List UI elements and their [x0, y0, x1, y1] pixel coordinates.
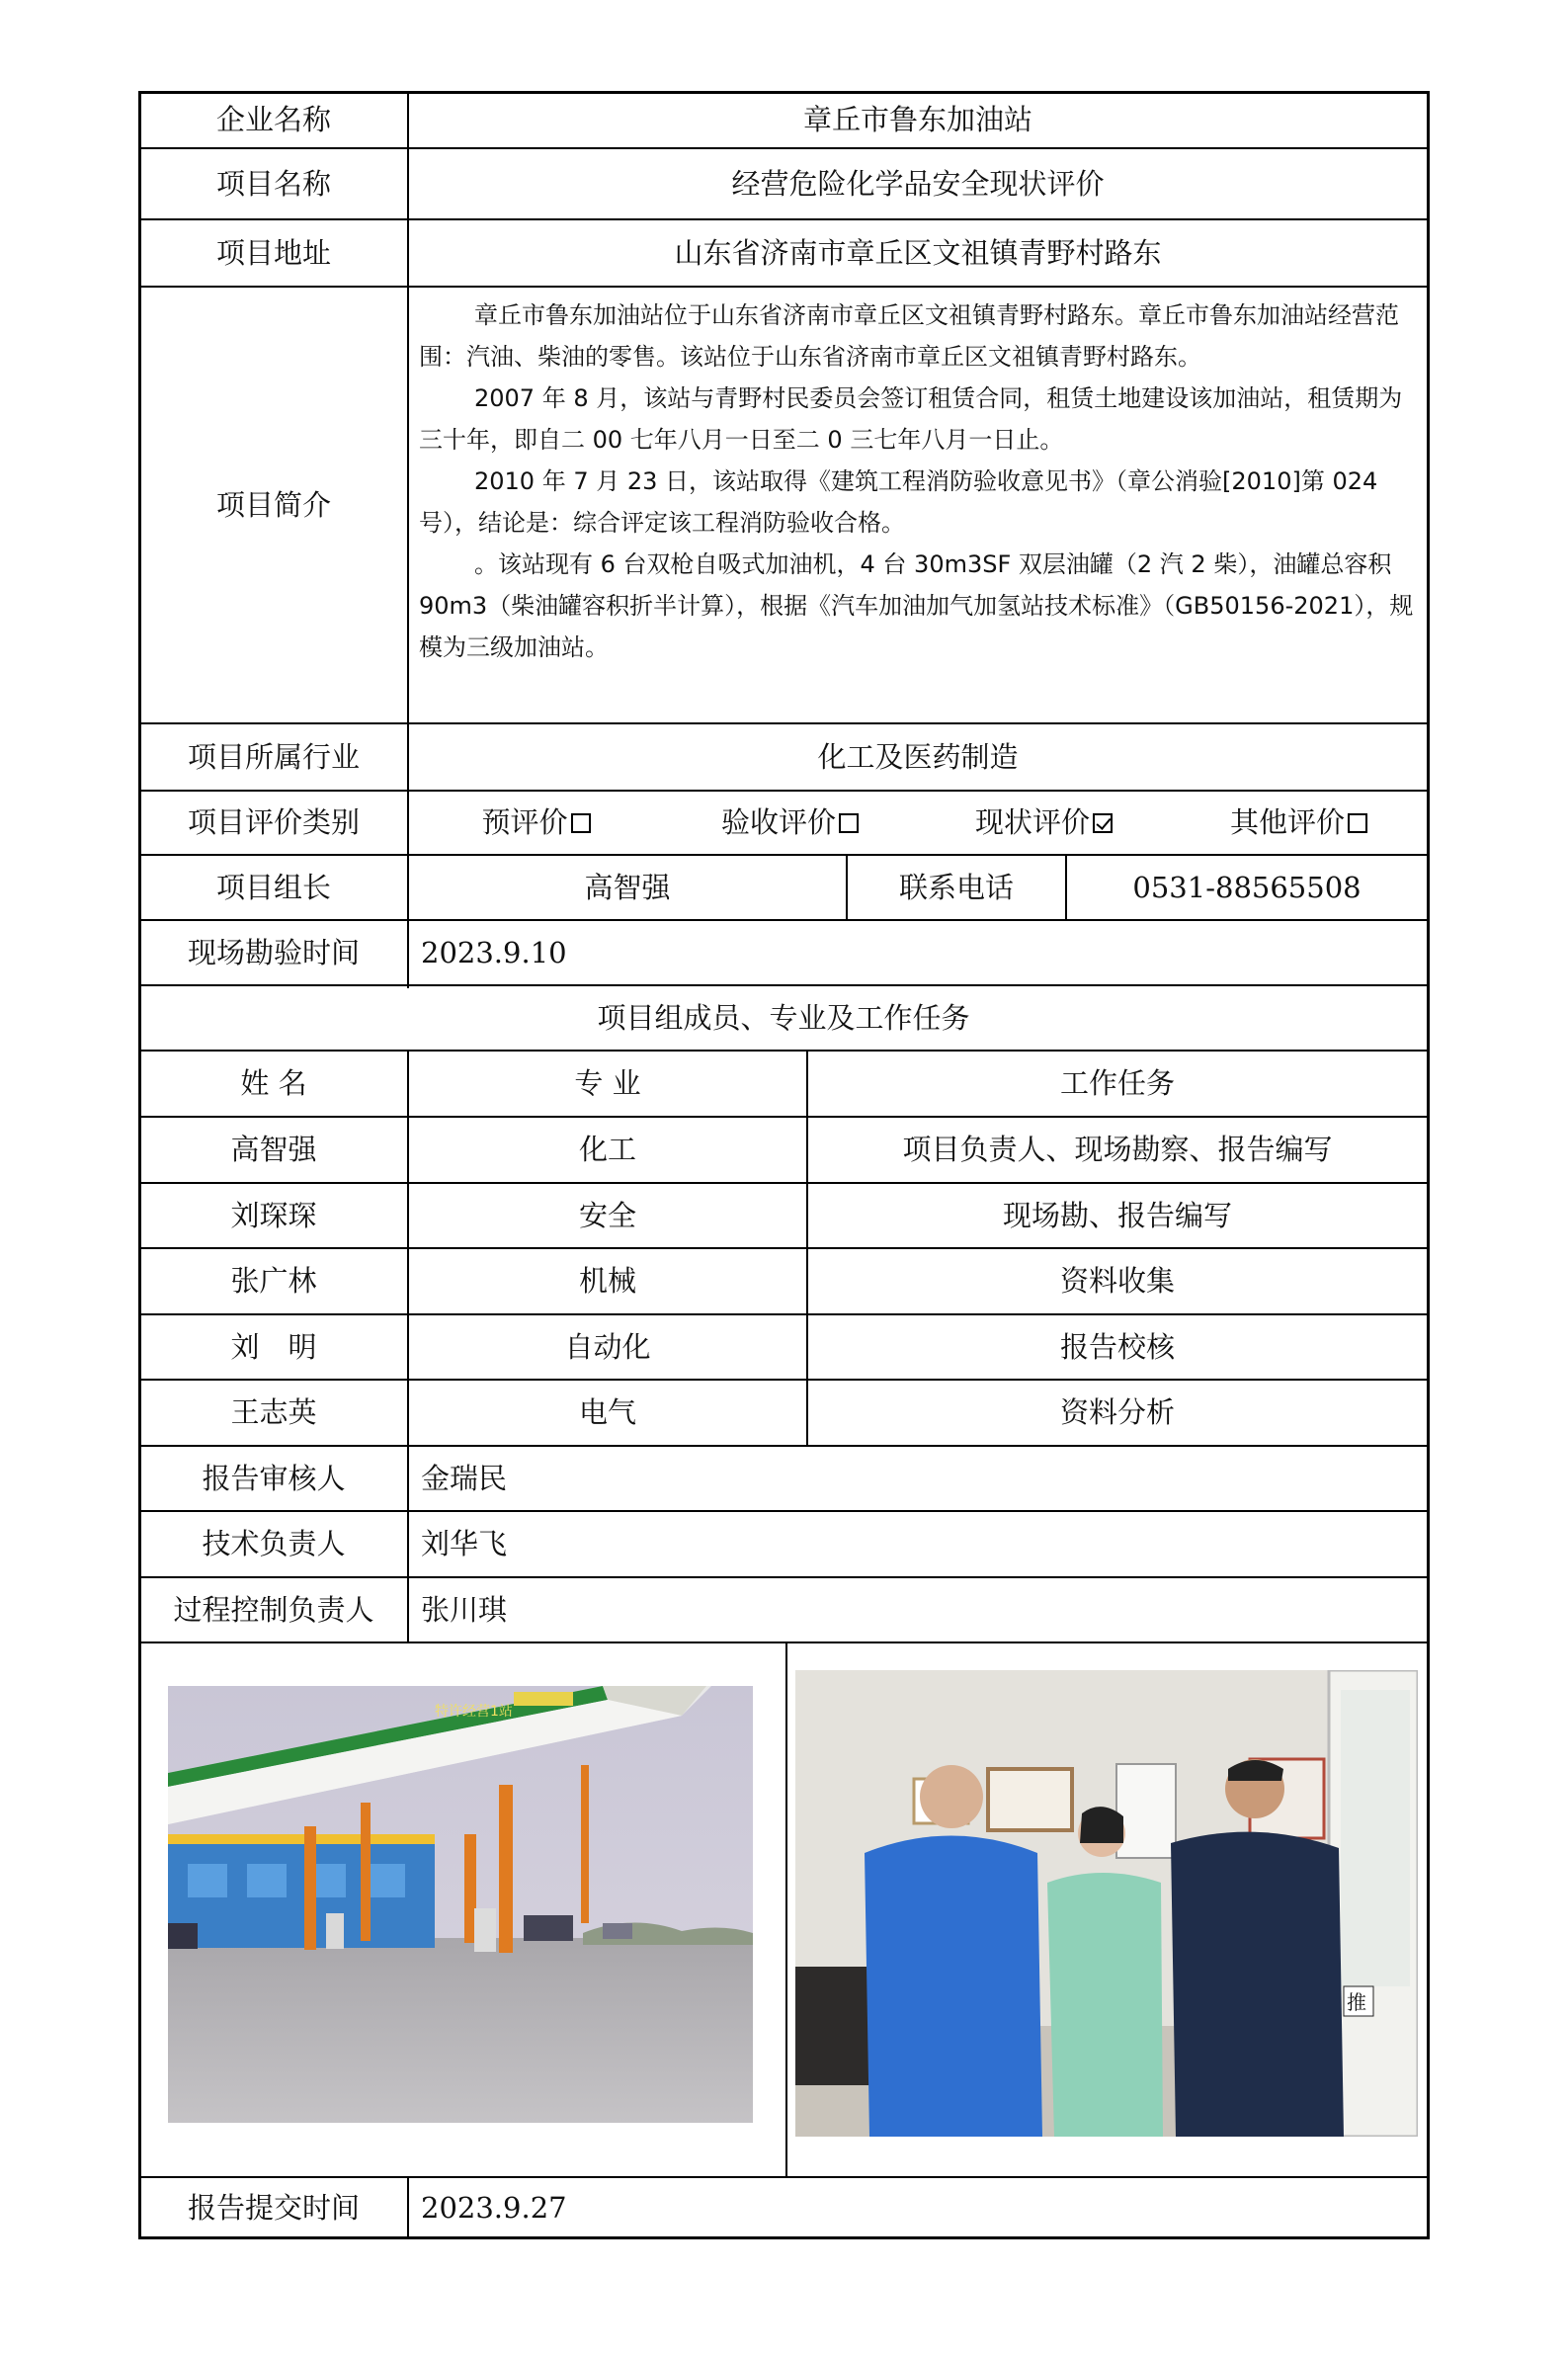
team-member-name: 刘琛琛: [230, 1198, 317, 1232]
survey-time-value: 2023.9.10: [421, 935, 567, 969]
process-lead-label: 过程控制负责人: [173, 1592, 374, 1627]
team-visit-photo: [795, 1670, 1418, 2137]
canopy-sign-text: 特许经营1站: [435, 1704, 513, 1720]
eval-option-current: [917, 792, 1171, 854]
eval-option-label: 预评价: [481, 805, 568, 840]
row-divider: [138, 1641, 1430, 1643]
team-member-task: 现场勘、报告编写: [1002, 1198, 1232, 1232]
submit-time-value: 2023.9.27: [421, 2190, 567, 2225]
phone-value: 0531-88565508: [1132, 870, 1362, 904]
eval-option-acceptance: [663, 792, 917, 854]
team-member-name: 刘 明: [230, 1329, 317, 1364]
team-member-major: 机械: [578, 1264, 636, 1299]
gas-station-photo: [168, 1686, 753, 2123]
industry-value: 化工及医药制造: [817, 739, 1019, 774]
project-name-label: 项目名称: [215, 166, 331, 201]
industry-label: 项目所属行业: [187, 739, 360, 774]
team-header-name: 姓 名: [240, 1066, 307, 1101]
team-member-task: 项目负责人、现场勘察、报告编写: [902, 1133, 1333, 1167]
team-member-major: 自动化: [564, 1329, 651, 1364]
project-address-value: 山东省济南市章丘区文祖镇青野村路东: [674, 235, 1162, 270]
intro-paragraph: 2010 年 7 月 23 日，该站取得《建筑工程消防验收意见书》（章公消验[2010]第 024 号），结论是：综合评定该工程消防验收合格。: [419, 467, 1378, 537]
company-label: 企业名称: [215, 103, 331, 137]
company-value: 章丘市鲁东加油站: [802, 103, 1032, 137]
checked-checkbox-icon: [1093, 813, 1113, 833]
team-header-major: 专 业: [574, 1066, 641, 1101]
submit-time-label: 报告提交时间: [187, 2190, 360, 2225]
team-header-task: 工作任务: [1059, 1066, 1175, 1101]
team-member-task: 报告校核: [1059, 1329, 1175, 1364]
phone-label: 联系电话: [898, 870, 1014, 904]
eval-type-label: 项目评价类别: [187, 805, 360, 840]
project-address-label: 项目地址: [215, 235, 331, 270]
checkbox-icon: [1348, 813, 1367, 833]
team-member-major: 化工: [578, 1133, 636, 1167]
tech-lead-value: 刘华飞: [421, 1527, 508, 1561]
tech-lead-label: 技术负责人: [202, 1527, 346, 1561]
project-intro-text: [409, 295, 1427, 668]
intro-paragraph: 章丘市鲁东加油站位于山东省济南市章丘区文祖镇青野村路东。章丘市鲁东加油站经营范围：汽油、柴油的零售。该站位于山东省济南市章丘区文祖镇青野村路东。: [419, 301, 1399, 371]
survey-time-label: 现场勘验时间: [187, 935, 360, 969]
checkbox-icon: [839, 813, 859, 833]
leader-value: 高智强: [584, 870, 671, 904]
checkbox-icon: [571, 813, 591, 833]
team-member-task: 资料收集: [1059, 1264, 1175, 1299]
team-member-name: 高智强: [230, 1133, 317, 1167]
process-lead-value: 张川琪: [421, 1592, 508, 1627]
reviewer-value: 金瑞民: [421, 1461, 508, 1495]
team-member-name: 王志英: [230, 1395, 317, 1430]
team-member-major: 电气: [578, 1395, 636, 1430]
col-divider: [785, 1641, 787, 2176]
eval-option-label: 验收评价: [720, 805, 836, 840]
team-member-name: 张广林: [230, 1264, 317, 1299]
eval-option-pre: [409, 792, 663, 854]
project-name-value: 经营危险化学品安全现状评价: [731, 166, 1105, 201]
team-member-major: 安全: [578, 1198, 636, 1232]
team-member-task: 资料分析: [1059, 1395, 1175, 1430]
project-intro-label: 项目简介: [215, 487, 331, 522]
eval-option-label: 其他评价: [1229, 805, 1345, 840]
eval-option-label: 现状评价: [974, 805, 1090, 840]
leader-label: 项目组长: [215, 870, 331, 904]
team-section-title: 项目组成员、专业及工作任务: [597, 1000, 970, 1035]
intro-paragraph: 。该站现有 6 台双枪自吸式加油机，4 台 30m3SF 双层油罐（2 汽 2 柴），油罐总容积 90m3（柴油罐容积折半计算），根据《汽车加油加气加氢站技术标准》（GB50156-2021），规模为三级加油站。: [419, 550, 1414, 661]
door-sign-text: 推: [1347, 1990, 1366, 2014]
intro-paragraph: 2007 年 8 月，该站与青野村民委员会签订租赁合同，租赁土地建设该加油站，租赁期为三十年，即自二 00 七年八月一日至二 0 三七年八月一日止。: [419, 384, 1403, 454]
reviewer-label: 报告审核人: [202, 1461, 346, 1495]
eval-option-other: [1171, 792, 1427, 854]
